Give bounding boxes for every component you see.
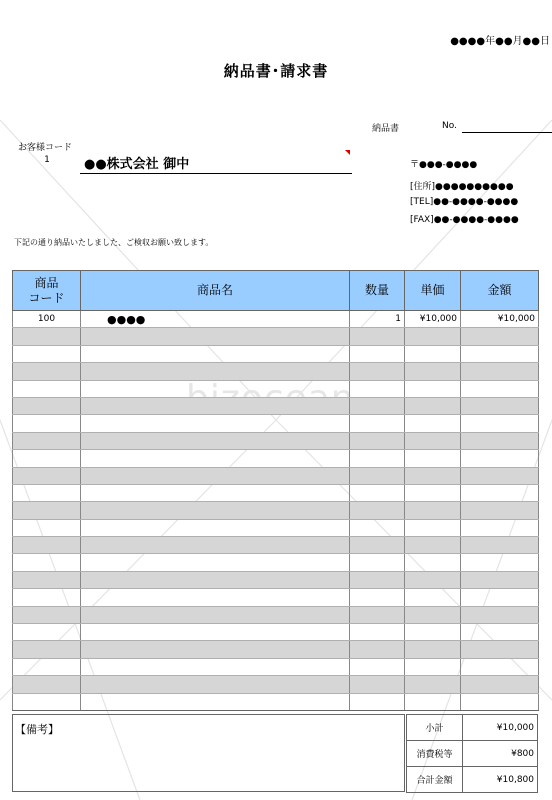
cell-price (405, 328, 461, 345)
cell-price (405, 641, 461, 658)
header-name: 商品名 (81, 271, 350, 311)
cell-amount (461, 345, 539, 362)
cell-amount (461, 397, 539, 414)
cell-qty (350, 571, 405, 588)
cell-qty (350, 397, 405, 414)
cell-name (81, 345, 350, 362)
table-row-empty (13, 432, 539, 449)
cell-price (405, 624, 461, 641)
cell-code (13, 380, 81, 397)
cell-code (13, 624, 81, 641)
header-price: 単価 (405, 271, 461, 311)
cell-price (405, 554, 461, 571)
cell-name (81, 606, 350, 623)
sender-tel: [TEL]●●-●●●●-●●●● (410, 197, 519, 207)
header-qty: 数量 (350, 271, 405, 311)
cell-code (13, 363, 81, 380)
cell-code (13, 693, 81, 710)
customer-name: ●●株式会社 御中 (84, 157, 190, 172)
table-row-empty (13, 380, 539, 397)
cell-code (13, 658, 81, 675)
number-label: No. (442, 121, 457, 131)
doc-type-label: 納品書 (372, 124, 400, 134)
cell-price (405, 467, 461, 484)
issue-date: ●●●●年●●月●●日 (450, 36, 550, 47)
items-body (13, 311, 539, 711)
totals-label: 合計金額 (407, 767, 463, 793)
cell-name (81, 328, 350, 345)
cell-qty (350, 502, 405, 519)
cell-code (13, 641, 81, 658)
customer-code-label: お客様コード (18, 143, 73, 153)
cell-qty: 1 (350, 311, 405, 328)
cell-code (13, 676, 81, 693)
cell-name (81, 397, 350, 414)
cell-amount (461, 519, 539, 536)
cell-price (405, 589, 461, 606)
customer-code-value: 1 (44, 155, 50, 165)
cell-code (13, 519, 81, 536)
cell-qty (350, 537, 405, 554)
cell-qty (350, 345, 405, 362)
totals-label: 小計 (407, 715, 463, 741)
cell-code (13, 397, 81, 414)
table-row-empty (13, 676, 539, 693)
cell-amount (461, 415, 539, 432)
cell-price (405, 484, 461, 501)
number-field-line (462, 132, 552, 133)
cell-code (13, 415, 81, 432)
remarks-label: 【備考】 (15, 723, 59, 736)
cell-amount (461, 380, 539, 397)
totals-label: 消費税等 (407, 741, 463, 767)
cell-name (81, 641, 350, 658)
table-row-empty (13, 415, 539, 432)
header-amount: 金額 (461, 271, 539, 311)
cell-amount (461, 589, 539, 606)
cell-code (13, 571, 81, 588)
sender-address: [住所]●●●●●●●●●● (410, 182, 514, 192)
table-row-empty (13, 554, 539, 571)
table-row-empty (13, 641, 539, 658)
table-row-empty (13, 624, 539, 641)
table-header-row (13, 271, 539, 311)
totals-value: ¥10,000 (463, 715, 538, 741)
cell-qty (350, 380, 405, 397)
cell-name (81, 554, 350, 571)
cell-name (81, 467, 350, 484)
table-row-empty (13, 519, 539, 536)
cell-qty (350, 519, 405, 536)
cell-code (13, 484, 81, 501)
cell-price (405, 363, 461, 380)
cell-price (405, 537, 461, 554)
sender-fax: [FAX]●●-●●●●-●●●● (410, 215, 519, 225)
table-row-empty (13, 606, 539, 623)
cell-price (405, 693, 461, 710)
table-row-empty (13, 345, 539, 362)
cell-qty (350, 328, 405, 345)
items-table (12, 270, 539, 711)
cell-price (405, 415, 461, 432)
cell-amount (461, 554, 539, 571)
cell-amount (461, 658, 539, 675)
cell-name (81, 658, 350, 675)
cell-price (405, 571, 461, 588)
cell-price (405, 380, 461, 397)
cell-price (405, 658, 461, 675)
table-row-empty (13, 693, 539, 710)
cell-amount (461, 676, 539, 693)
header-code: 商品 コード (13, 271, 81, 311)
table-row-empty (13, 537, 539, 554)
cell-code (13, 554, 81, 571)
totals-row (407, 741, 538, 767)
cell-code (13, 432, 81, 449)
comment-marker-icon (345, 150, 350, 155)
table-row-empty (13, 397, 539, 414)
cell-qty (350, 415, 405, 432)
cell-name: ●●●● (81, 311, 350, 328)
cell-amount (461, 484, 539, 501)
cell-code (13, 537, 81, 554)
table-row-empty (13, 467, 539, 484)
cell-qty (350, 606, 405, 623)
remarks-box (12, 714, 405, 792)
cell-price (405, 519, 461, 536)
cell-qty (350, 589, 405, 606)
cell-amount (461, 432, 539, 449)
totals-value: ¥10,800 (463, 767, 538, 793)
cell-qty (350, 554, 405, 571)
table-row-empty (13, 502, 539, 519)
table-row (13, 311, 539, 328)
cell-qty (350, 641, 405, 658)
totals-row (407, 767, 538, 793)
cell-code (13, 345, 81, 362)
page-title: 納品書･請求書 (223, 62, 329, 80)
cell-code (13, 450, 81, 467)
cell-name (81, 380, 350, 397)
cell-amount (461, 328, 539, 345)
table-row-empty (13, 363, 539, 380)
cell-code (13, 502, 81, 519)
cell-code (13, 328, 81, 345)
cell-qty (350, 363, 405, 380)
cell-qty (350, 467, 405, 484)
customer-name-underline (80, 173, 352, 174)
totals-value: ¥800 (463, 741, 538, 767)
cell-name (81, 484, 350, 501)
table-row-empty (13, 484, 539, 501)
sender-postal: 〒●●●-●●●● (410, 160, 478, 170)
totals-row (407, 715, 538, 741)
cell-name (81, 624, 350, 641)
cell-qty (350, 624, 405, 641)
cell-amount (461, 641, 539, 658)
cell-price (405, 502, 461, 519)
cell-price (405, 345, 461, 362)
cell-amount: ¥10,000 (461, 311, 539, 328)
cell-qty (350, 658, 405, 675)
cell-price (405, 450, 461, 467)
cell-name (81, 502, 350, 519)
cell-price: ¥10,000 (405, 311, 461, 328)
cell-price (405, 676, 461, 693)
cell-amount (461, 537, 539, 554)
cell-qty (350, 676, 405, 693)
cell-code: 100 (13, 311, 81, 328)
cell-code (13, 606, 81, 623)
cell-name (81, 363, 350, 380)
cell-amount (461, 363, 539, 380)
table-row-empty (13, 589, 539, 606)
cell-price (405, 397, 461, 414)
totals-table (406, 714, 538, 793)
cell-name (81, 589, 350, 606)
cell-amount (461, 571, 539, 588)
cell-amount (461, 467, 539, 484)
cell-amount (461, 624, 539, 641)
cell-amount (461, 606, 539, 623)
cell-qty (350, 484, 405, 501)
cell-name (81, 450, 350, 467)
cell-price (405, 432, 461, 449)
cell-amount (461, 502, 539, 519)
cell-amount (461, 693, 539, 710)
cell-code (13, 467, 81, 484)
cell-price (405, 606, 461, 623)
totals-body (407, 715, 538, 793)
cell-qty (350, 450, 405, 467)
table-row-empty (13, 328, 539, 345)
cell-amount (461, 450, 539, 467)
cell-name (81, 519, 350, 536)
table-row-empty (13, 450, 539, 467)
delivery-notice: 下記の通り納品いたしました、ご検収お願い致します。 (14, 238, 214, 247)
cell-name (81, 415, 350, 432)
table-row-empty (13, 571, 539, 588)
cell-name (81, 432, 350, 449)
cell-qty (350, 432, 405, 449)
cell-name (81, 676, 350, 693)
table-row-empty (13, 658, 539, 675)
cell-name (81, 537, 350, 554)
cell-code (13, 589, 81, 606)
cell-name (81, 693, 350, 710)
cell-name (81, 571, 350, 588)
cell-qty (350, 693, 405, 710)
